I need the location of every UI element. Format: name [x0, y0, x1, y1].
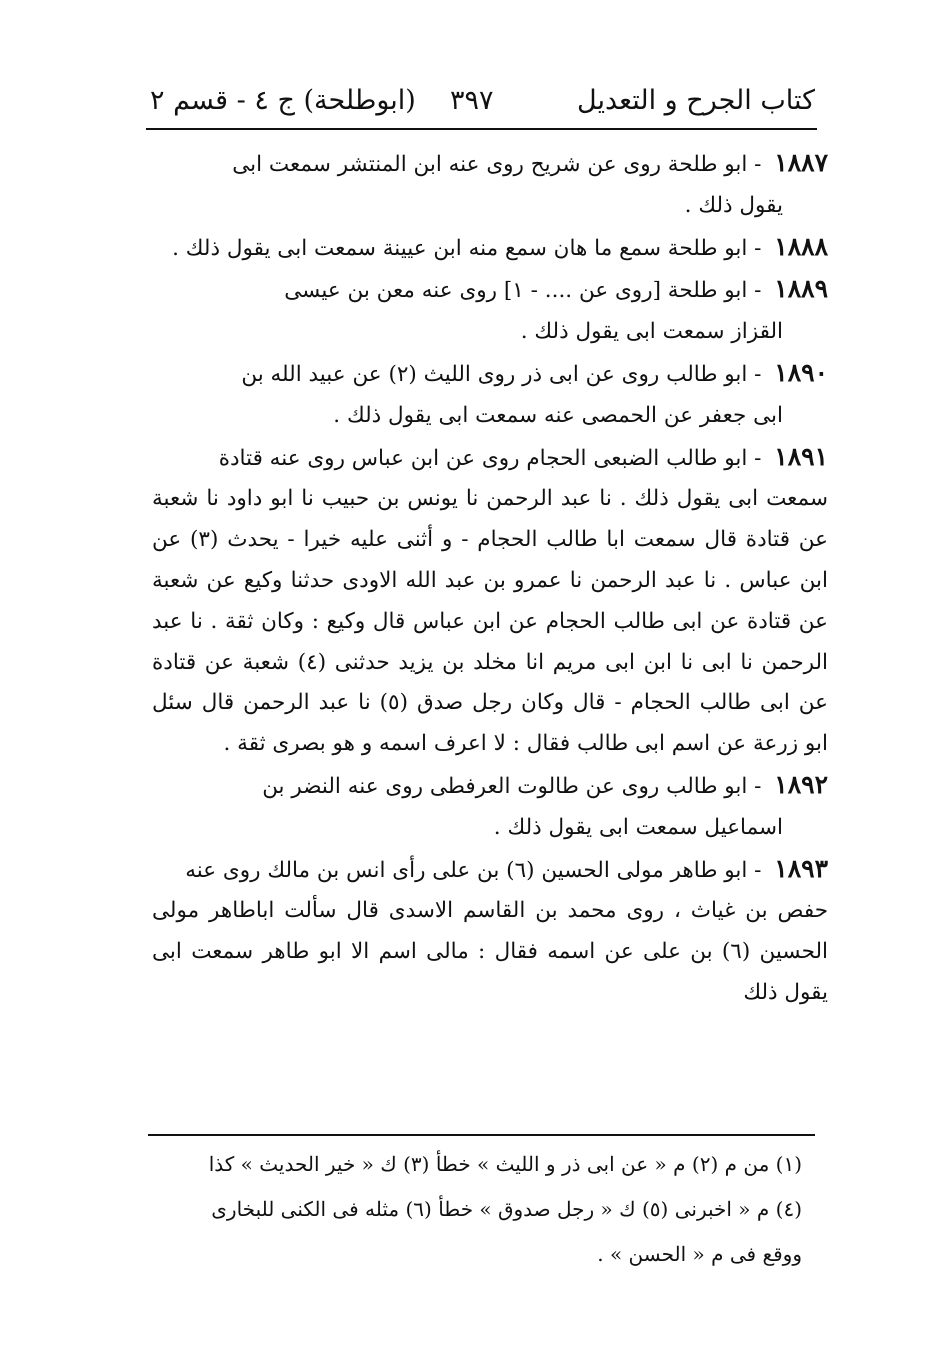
entry-number: ١٨٨٨: [774, 231, 828, 261]
entry-1892: [152, 765, 828, 849]
entry-text: - ابو طالب روى عن طالوت العرفطى روى عنه النضر بن: [262, 773, 762, 799]
entry-number: ١٨٨٧: [774, 148, 828, 177]
page-header: [150, 78, 815, 124]
entry-number: ١٨٩٢: [774, 769, 828, 799]
footnote-rule: [148, 1134, 815, 1136]
entry-continuation: ابى جعفر عن الحمصى عنه سمعت ابى يقول ذلك .: [333, 402, 783, 428]
entry-number: ١٨٩٠: [774, 357, 828, 387]
entry-1887: [152, 143, 828, 227]
footnotes: [152, 1142, 802, 1277]
book-title: كتاب الجرح و التعديل: [577, 85, 815, 116]
entry-1893: [152, 849, 828, 1014]
footnote-line: (٤) م « اخبرنى (٥) ك « رجل صدوق » خطأ (٦) مثله فى الكنى للبخارى: [211, 1197, 802, 1221]
entry-continuation: القزاز سمعت ابى يقول ذلك .: [520, 319, 783, 345]
entry-1888: [152, 227, 828, 270]
entry-1891: [152, 437, 828, 765]
entry-number: ١٨٩١: [774, 441, 828, 471]
header-rule: [146, 128, 817, 130]
entry-continuation: سمعت ابى يقول ذلك . نا عبد الرحمن نا يونس بن حبيب نا ابو داود نا شعبة عن قتادة قال سمعت ابا طالب الحجام - و أثنى عليه خيرا - يحدث (٣) عن ابن عباس . نا عبد الرحمن نا عمرو بن عبد الله الاودى حدثنا وكيع عن شعبة عن قتادة عن ابى طالب الحجام عن ابن عباس قال وكيع : وكان ثقة . نا عبد الرحمن نا ابى نا ابن ابى مريم انا مخلد بن يزيد حدثنى (٤) شعبة عن قتادة عن ابى طالب الحجام - قال وكان رجل صدق (٥) نا عبد الرحمن قال سئل ابو زرعة عن اسم ابى طالب فقال : لا اعرف اسمه و هو بصرى ثقة .: [152, 486, 828, 757]
entry-number: ١٨٨٩: [774, 274, 828, 304]
entry-text: - ابو طلحة روى عن شريح روى عنه ابن المنتشر سمعت ابى: [232, 152, 762, 177]
entry-text: - ابو طاهر مولى الحسين (٦) بن على رأى انس بن مالك روى عنه: [185, 857, 762, 883]
entry-continuation: اسماعيل سمعت ابى يقول ذلك .: [493, 814, 783, 840]
footnote-line: ووقع فى م « الحسن » .: [597, 1242, 802, 1266]
entry-text: - ابو طلحة [روى عن .... - ١] روى عنه معن بن عيسى: [284, 278, 762, 304]
page-number: ٣٩٧: [450, 85, 494, 116]
entry-1889: [152, 269, 828, 353]
entry-continuation: يقول ذلك .: [684, 192, 783, 218]
entry-continuation: حفص بن غياث ، روى محمد بن القاسم الاسدى قال سألت اباطاهر مولى الحسين (٦) بن على عن اسمه فقال : مالى اسم الا ابو طاهر سمعت ابى يقول ذلك: [152, 898, 828, 1005]
entry-number: ١٨٩٣: [774, 853, 828, 883]
entry-text: - ابو طالب الضبعى الحجام روى عن ابن عباس روى عنه قتادة: [218, 445, 762, 471]
entry-text: - ابو طالب روى عن ابى ذر روى الليث (٢) عن عبيد الله بن: [241, 361, 762, 387]
entry-1890: [152, 353, 828, 437]
footnote-line: (١) من م (٢) م « عن ابى ذر و الليث » خطأ (٣) ك « خير الحديث » كذا: [208, 1152, 802, 1176]
entries-list: [152, 143, 828, 1014]
section-label: (ابوطلحة) ج ٤ - قسم ٢: [150, 85, 416, 116]
entry-text: - ابو طلحة سمع ما هان سمع منه ابن عيينة سمعت ابى يقول ذلك .: [172, 235, 762, 261]
